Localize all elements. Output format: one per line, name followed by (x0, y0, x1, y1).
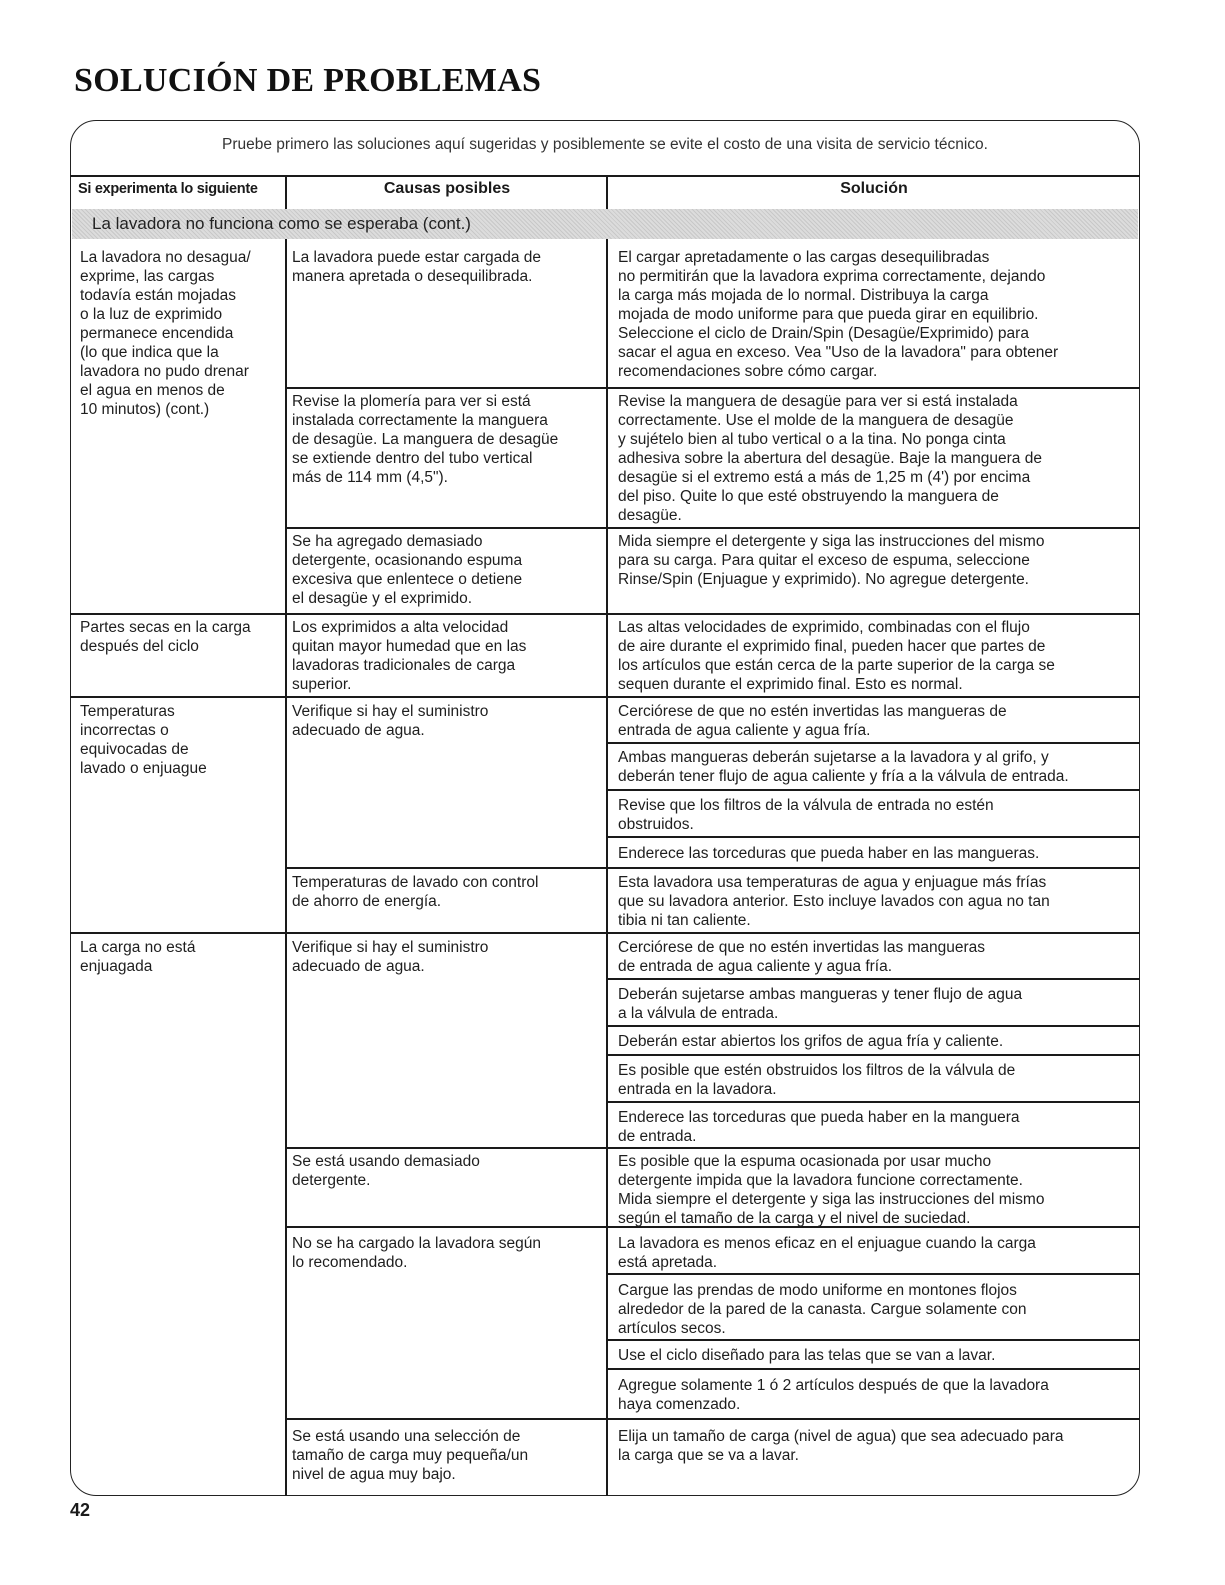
solution-cell: Cerciórese de que no estén invertidas las mangueras de entrada de agua caliente y agua fría. (618, 703, 1007, 739)
solution-cell: Use el ciclo diseñado para las telas que se van a lavar. (618, 1347, 996, 1364)
solution-cell: Deberán sujetarse ambas mangueras y tener flujo de agua a la válvula de entrada. (618, 986, 1023, 1022)
solution-cell: Revise que los filtros de la válvula de entrada no estén obstruidos. (618, 797, 994, 833)
column-divider-1 (285, 175, 287, 209)
row-separator (70, 932, 1140, 934)
cause-cell: Los exprimidos a alta velocidad quitan mayor humedad que en las lavadoras tradicionales de carga superior. (292, 619, 527, 693)
table-top-rule (70, 175, 1140, 177)
solution-cell: Ambas mangueras deberán sujetarse a la lavadora y al grifo, y deberán tener flujo de agua caliente y fría a la válvula de entrada. (618, 749, 1069, 785)
header-cause: Causas posibles (383, 180, 511, 197)
cause-cell: Se ha agregado demasiado detergente, ocasionando espuma excesiva que enlentece o detiene el desagüe y el exprimido. (292, 533, 523, 607)
solution-cell: Agregue solamente 1 ó 2 artículos después de que la lavadora haya comenzado. (618, 1377, 1049, 1413)
row-separator (70, 613, 1140, 615)
page-number: 42 (70, 1500, 91, 1520)
solution-separator (606, 1368, 1140, 1370)
solution-cell: Es posible que estén obstruidos los filtros de la válvula de entrada en la lavadora. (618, 1062, 1016, 1098)
cause-cell: Temperaturas de lavado con control de ahorro de energía. (292, 874, 539, 910)
symptom-cell: La carga no está enjuagada (80, 939, 196, 975)
symptom-cell: La lavadora no desagua/ exprime, las cargas todavía están mojadas o la luz de exprimido permanece encendida (lo que indica que la lavadora no pudo drenar el agua en menos de 10 minutos) (cont.) (80, 249, 251, 418)
section-banner: La lavadora no funciona como se esperaba (cont.) (72, 209, 1138, 239)
header-solution: Solución (840, 180, 908, 197)
solution-cell: Mida siempre el detergente y siga las instrucciones del mismo para su carga. Para quitar el exceso de espuma, seleccione Rinse/Spin (Enjuague y exprimido). No agregue detergente. (618, 533, 1045, 588)
solution-cell: Cerciórese de que no estén invertidas las mangueras de entrada de agua caliente y agua fría. (618, 939, 986, 975)
cause-cell: Verifique si hay el suministro adecuado de agua. (292, 703, 489, 739)
solution-separator (606, 1054, 1140, 1056)
cause-separator (285, 527, 1140, 529)
column-divider-2 (606, 175, 608, 209)
solution-cell: Enderece las torceduras que pueda haber en las mangueras. (618, 845, 1040, 862)
cause-separator (285, 1147, 1140, 1149)
row-separator (70, 696, 1140, 698)
solution-cell: La lavadora es menos eficaz en el enjuague cuando la carga está apretada. (618, 1235, 1036, 1271)
cause-cell: Se está usando una selección de tamaño de carga muy pequeña/un nivel de agua muy bajo. (292, 1428, 529, 1483)
solution-cell: Es posible que la espuma ocasionada por usar mucho detergente impida que la lavadora funcione correctamente. Mida siempre el detergente y siga las instrucciones del mismo según el tamaño de la carga y el nivel de suciedad. (618, 1153, 1045, 1227)
solution-cell: Enderece las torceduras que pueda haber en la manguera de entrada. (618, 1109, 1020, 1145)
solution-separator (606, 978, 1140, 980)
cause-separator (285, 387, 1140, 389)
solution-separator (606, 742, 1140, 744)
solution-cell: Deberán estar abiertos los grifos de agua fría y caliente. (618, 1033, 1004, 1050)
solution-separator (606, 789, 1140, 791)
solution-separator (606, 1273, 1140, 1275)
solution-cell: El cargar apretadamente o las cargas desequilibradas no permitirán que la lavadora exprima correctamente, dejando la carga más mojada de lo normal. Distribuya la carga mojada de modo uniforme para que pueda girar en equilibrio. Seleccione el ciclo de Drain/Spin (Desagüe/Exprimido) para sacar el agua en exceso. Vea "Uso de la lavadora" para obtener recomendaciones sobre cómo cargar. (618, 249, 1059, 380)
cause-cell: No se ha cargado la lavadora según lo recomendado. (292, 1235, 542, 1271)
intro-text: Pruebe primero las soluciones aquí sugeridas y posiblemente se evite el costo de una visita de servicio técnico. (222, 136, 988, 153)
solution-separator (606, 1101, 1140, 1103)
symptom-cell: Temperaturas incorrectas o equivocadas de lavado o enjuague (80, 703, 207, 777)
cause-cell: La lavadora puede estar cargada de manera apretada o desequilibrada. (292, 249, 542, 285)
solution-cell: Elija un tamaño de carga (nivel de agua) que sea adecuado para la carga que se va a lavar. (618, 1428, 1064, 1464)
solution-cell: Revise la manguera de desagüe para ver si está instalada correctamente. Use el molde de la manguera de desagüe y sujételo bien al tubo vertical o a la tina. No ponga cinta adhesiva sobre la abertura del desagüe. Baje la manguera de desagüe si el extremo está a más de 1,25 m (4') por encima del piso. Quite lo que esté obstruyendo la manguera de desagüe. (618, 393, 1042, 524)
solution-separator (606, 1025, 1140, 1027)
symptom-cell: Partes secas en la carga después del ciclo (80, 619, 251, 655)
header-symptom: Si experimenta lo siguiente (78, 181, 258, 197)
cause-cell: Se está usando demasiado detergente. (292, 1153, 480, 1189)
solution-cell: Cargue las prendas de modo uniforme en montones flojos alrededor de la pared de la canasta. Cargue solamente con artículos secos. (618, 1282, 1027, 1337)
solution-separator (606, 836, 1140, 838)
cause-separator (285, 867, 1140, 869)
solution-cell: Esta lavadora usa temperaturas de agua y enjuague más frías que su lavadora anterior. Esto incluye lavados con agua no tan tibia ni tan caliente. (618, 874, 1050, 929)
page-title: SOLUCIÓN DE PROBLEMAS (74, 62, 542, 99)
cause-separator (285, 1418, 1140, 1420)
cause-cell: Revise la plomería para ver si está instalada correctamente la manguera de desagüe. La manguera de desagüe se extiende dentro del tubo vertical más de 114 mm (4,5"). (292, 393, 559, 486)
cause-cell: Verifique si hay el suministro adecuado de agua. (292, 939, 489, 975)
solution-cell: Las altas velocidades de exprimido, combinadas con el flujo de aire durante el exprimido final, pueden hacer que partes de los artículos que están cerca de la parte superior de la carga se sequen durante el exprimido final. Esto es normal. (618, 619, 1055, 693)
solution-separator (606, 1339, 1140, 1341)
